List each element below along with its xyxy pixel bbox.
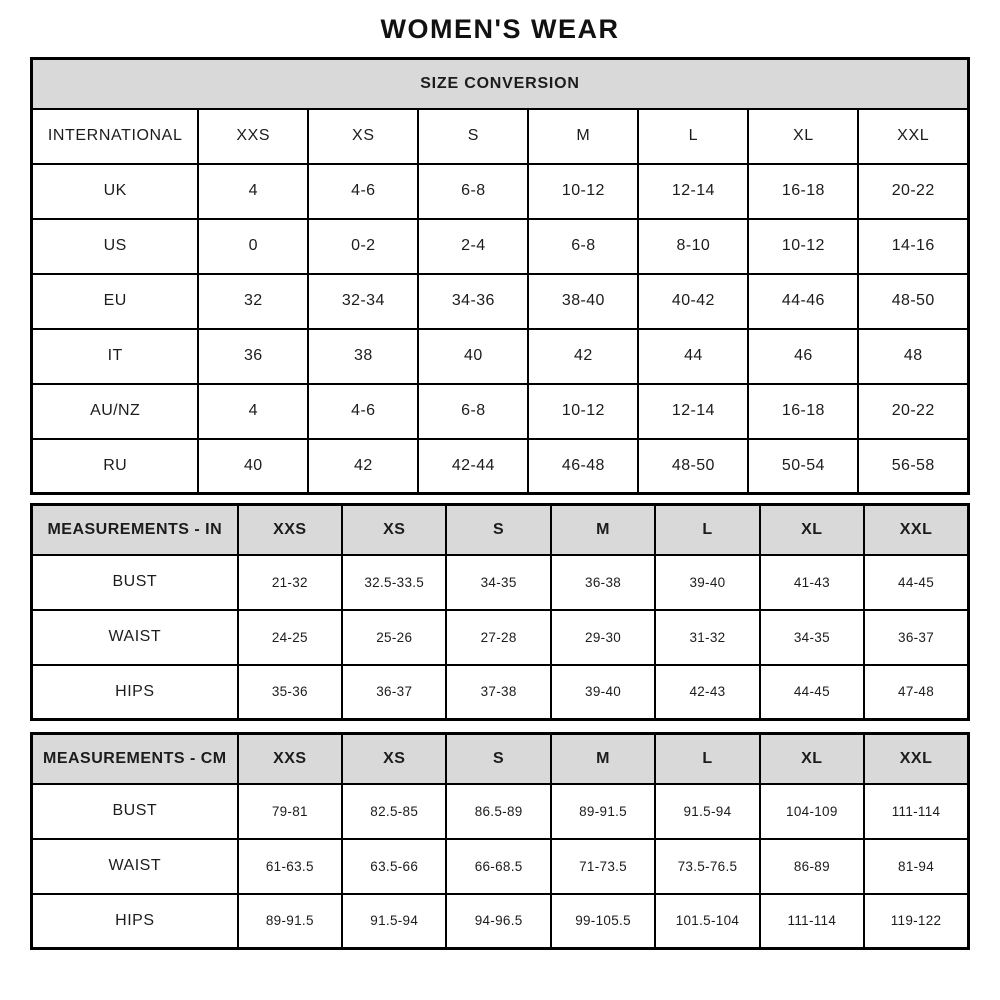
table-cell: 41-43 [760, 555, 864, 610]
table-cell: 82.5-85 [342, 784, 446, 839]
measurements-in-title: MEASUREMENTS - IN [32, 505, 238, 555]
table-cell: 4 [198, 384, 308, 439]
table-cell: 38-40 [528, 274, 638, 329]
table-cell: 10-12 [528, 164, 638, 219]
table-cell: 119-122 [864, 894, 968, 949]
row-label: HIPS [32, 665, 238, 720]
table-cell: 104-109 [760, 784, 864, 839]
table-cell: 6-8 [528, 219, 638, 274]
column-header-xl: XL [760, 734, 864, 784]
measurements-cm-table [30, 732, 970, 950]
table-cell: 91.5-94 [342, 894, 446, 949]
table-cell: 101.5-104 [655, 894, 759, 949]
measurements-in-table [30, 503, 970, 721]
table-cell: 36-37 [342, 665, 446, 720]
table-cell: 29-30 [551, 610, 655, 665]
row-label: RU [32, 439, 199, 494]
table-cell: 91.5-94 [655, 784, 759, 839]
column-header-m: M [528, 109, 638, 164]
table-cell: 40 [418, 329, 528, 384]
column-header-xxs: XXS [238, 505, 342, 555]
table-row-hips [32, 665, 969, 720]
table-cell: 111-114 [760, 894, 864, 949]
column-header-l: L [638, 109, 748, 164]
column-header-l: L [655, 734, 759, 784]
row-label: HIPS [32, 894, 238, 949]
column-header-xs: XS [308, 109, 418, 164]
table-cell: 34-35 [760, 610, 864, 665]
column-header-m: M [551, 505, 655, 555]
table-cell: 32-34 [308, 274, 418, 329]
size-conversion-table [30, 57, 970, 495]
table-cell: 31-32 [655, 610, 759, 665]
row-label: BUST [32, 555, 238, 610]
row-label: WAIST [32, 839, 238, 894]
table-cell: 2-4 [418, 219, 528, 274]
table-cell: 89-91.5 [238, 894, 342, 949]
table-cell: 44-46 [748, 274, 858, 329]
column-header-xs: XS [342, 505, 446, 555]
table-cell: 36-37 [864, 610, 968, 665]
table-cell: 46-48 [528, 439, 638, 494]
table-cell: 42-43 [655, 665, 759, 720]
table-cell: 16-18 [748, 384, 858, 439]
table-row-waist [32, 610, 969, 665]
table-row-waist [32, 839, 969, 894]
table-cell: 10-12 [748, 219, 858, 274]
row-label: US [32, 219, 199, 274]
table-cell: 86-89 [760, 839, 864, 894]
table-row-it [32, 329, 969, 384]
column-header-xxl: XXL [864, 734, 968, 784]
table-cell: 20-22 [858, 384, 968, 439]
column-header-xxl: XXL [858, 109, 968, 164]
column-header-xxs: XXS [238, 734, 342, 784]
table-cell: 16-18 [748, 164, 858, 219]
table-cell: 50-54 [748, 439, 858, 494]
table-cell: 25-26 [342, 610, 446, 665]
row-label: BUST [32, 784, 238, 839]
table-cell: 4 [198, 164, 308, 219]
table-row-hips [32, 894, 969, 949]
table-cell: 10-12 [528, 384, 638, 439]
table-cell: 89-91.5 [551, 784, 655, 839]
table-cell: 81-94 [864, 839, 968, 894]
table-cell: 27-28 [446, 610, 550, 665]
table-cell: 42-44 [418, 439, 528, 494]
column-header-m: M [551, 734, 655, 784]
column-header-s: S [446, 505, 550, 555]
table-cell: 35-36 [238, 665, 342, 720]
table-cell: 44-45 [760, 665, 864, 720]
table-cell: 79-81 [238, 784, 342, 839]
table-cell: 20-22 [858, 164, 968, 219]
table-cell: 42 [528, 329, 638, 384]
column-header-international: INTERNATIONAL [32, 109, 199, 164]
column-header-s: S [446, 734, 550, 784]
column-header-l: L [655, 505, 759, 555]
table-cell: 73.5-76.5 [655, 839, 759, 894]
table-row-us [32, 219, 969, 274]
column-header-xl: XL [748, 109, 858, 164]
table-cell: 44 [638, 329, 748, 384]
column-header-s: S [418, 109, 528, 164]
row-label: EU [32, 274, 199, 329]
table-header-row [32, 505, 969, 555]
table-cell: 39-40 [551, 665, 655, 720]
table-cell: 6-8 [418, 384, 528, 439]
row-label: AU/NZ [32, 384, 199, 439]
table-row-aunz [32, 384, 969, 439]
row-label: UK [32, 164, 199, 219]
table-cell: 40-42 [638, 274, 748, 329]
table-cell: 71-73.5 [551, 839, 655, 894]
table-cell: 48-50 [638, 439, 748, 494]
table-cell: 36 [198, 329, 308, 384]
table-cell: 12-14 [638, 164, 748, 219]
table-row-bust [32, 784, 969, 839]
table-cell: 46 [748, 329, 858, 384]
table-cell: 24-25 [238, 610, 342, 665]
table-cell: 44-45 [864, 555, 968, 610]
table-header-row [32, 734, 969, 784]
size-conversion-banner: SIZE CONVERSION [32, 59, 969, 109]
column-header-xs: XS [342, 734, 446, 784]
table-cell: 32.5-33.5 [342, 555, 446, 610]
table-cell: 66-68.5 [446, 839, 550, 894]
column-header-xxs: XXS [198, 109, 308, 164]
table-cell: 32 [198, 274, 308, 329]
table-cell: 39-40 [655, 555, 759, 610]
table-cell: 38 [308, 329, 418, 384]
table-header-row [32, 109, 969, 164]
column-header-xxl: XXL [864, 505, 968, 555]
table-cell: 40 [198, 439, 308, 494]
table-cell: 0 [198, 219, 308, 274]
table-cell: 14-16 [858, 219, 968, 274]
table-row-eu [32, 274, 969, 329]
table-banner-row [32, 59, 969, 109]
table-cell: 111-114 [864, 784, 968, 839]
table-cell: 21-32 [238, 555, 342, 610]
table-cell: 94-96.5 [446, 894, 550, 949]
table-cell: 6-8 [418, 164, 528, 219]
table-cell: 99-105.5 [551, 894, 655, 949]
table-row-bust [32, 555, 969, 610]
table-cell: 63.5-66 [342, 839, 446, 894]
table-cell: 4-6 [308, 164, 418, 219]
table-cell: 48-50 [858, 274, 968, 329]
table-row-ru [32, 439, 969, 494]
column-header-xl: XL [760, 505, 864, 555]
table-cell: 34-35 [446, 555, 550, 610]
measurements-cm-title: MEASUREMENTS - CM [32, 734, 238, 784]
row-label: IT [32, 329, 199, 384]
table-cell: 4-6 [308, 384, 418, 439]
row-label: WAIST [32, 610, 238, 665]
table-cell: 37-38 [446, 665, 550, 720]
table-cell: 56-58 [858, 439, 968, 494]
table-cell: 47-48 [864, 665, 968, 720]
table-cell: 42 [308, 439, 418, 494]
table-cell: 34-36 [418, 274, 528, 329]
table-cell: 86.5-89 [446, 784, 550, 839]
table-cell: 61-63.5 [238, 839, 342, 894]
table-cell: 0-2 [308, 219, 418, 274]
table-cell: 48 [858, 329, 968, 384]
table-cell: 12-14 [638, 384, 748, 439]
table-cell: 36-38 [551, 555, 655, 610]
page-title: WOMEN'S WEAR [380, 14, 620, 44]
table-row-uk [32, 164, 969, 219]
table-cell: 8-10 [638, 219, 748, 274]
